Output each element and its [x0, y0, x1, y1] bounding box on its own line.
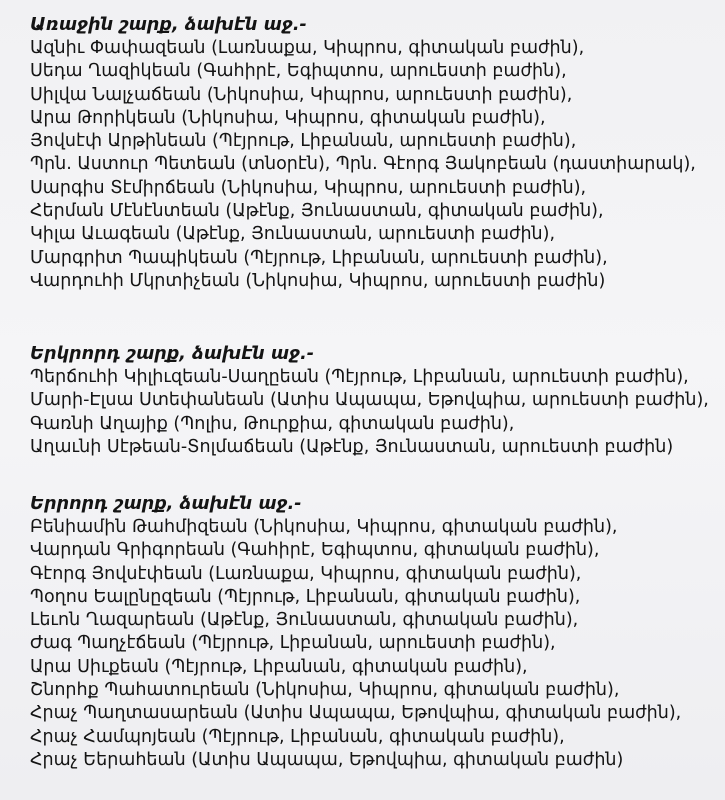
list-item: Լեւոն Ղազարեան (Աթէնք, Յունաստան, գիտական բաժին), [30, 610, 579, 631]
list-item: Արա Թորիկեան (Նիկոսիա, Կիպրոս, գիտական բաժին), [30, 107, 546, 128]
section-heading: Երկրորդ շարք, ձախէն աջ.- [30, 344, 315, 364]
list-item: Ազնիւ Փափազեան (Լառնաքա, Կիպրոս, գիտական բաժին), [30, 38, 585, 58]
section-second-row [30, 343, 715, 459]
list-item: Հրաչ Եերահեան (Ատիս Ապապա, Եթովպիա, գիտական բաժին) [30, 749, 624, 770]
list-item: Վարդան Գրիգորեան (Գահիրէ, Եգիպտոս, գիտական բաժին), [30, 540, 600, 561]
section-first-row [30, 14, 715, 293]
list-item: Շնորհք Պահատուրեան (Նիկոսիա, Կիպրոս, գիտական բաժին), [30, 680, 620, 701]
list-item: Պօղոս Եալընըզեան (Պէյրութ, Լիբանան, գիտական բաժին), [30, 586, 581, 607]
list-item: Գառնի Աղայիք (Պոլիս, Թուրքիա, գիտական բաժին), [30, 413, 515, 434]
list-item: Աղաւնի Սէթեան-Տոլմաճեան (Աթէնք, Յունաստան, արուեստի բաժին) [30, 436, 674, 457]
list-item: Սիլվա Նալչաճեան (Նիկոսիա, Կիպրոս, արուեստի բաժին), [30, 84, 573, 105]
list-item: Գէորգ Յովսէփեան (Լառնաքա, Կիպրոս, գիտական բաժին), [30, 563, 582, 584]
list-item: Կիլա Աւագեան (Աթէնք, Յունաստան, արուեստի բաժին), [30, 224, 556, 245]
list-item: Հրաչ Համպոյեան (Պէյրութ, Լիբանան, գիտական բաժին), [30, 726, 565, 747]
list-item: Սարգիս Տէմիրճեան (Նիկոսիա, Կիպրոս, արուեստի բաժին), [30, 177, 587, 198]
list-item: Սեդա Ղազիկեան (Գահիրէ, Եգիպտոս, արուեստի բաժին), [30, 61, 567, 82]
list-item: Հերման Մէնէնտեան (Աթէնք, Յունաստան, գիտական բաժին), [30, 201, 604, 222]
section-heading: Երրորդ շարք, ձախէն աջ.- [30, 494, 302, 514]
list-item: Մարի-Էլսա Ստեփանեան (Ատիս Ապապա, Եթովպիա, արուեստի բաժին), [30, 390, 709, 411]
list-item: Բենիամին Թահմիզեան (Նիկոսիա, Կիպրոս, գիտական բաժին), [30, 517, 618, 537]
list-item: Պրն. Աստուր Պետեան (տնօրէն), Պրն. Գէորգ Յակոբեան (դաստիարակ), [30, 154, 696, 175]
list-item: Ժագ Պաղչէճեան (Պէյրութ, Լիբանան, արուեստի բաժին), [30, 633, 556, 654]
list-item: Վարդուհի Մկրտիչեան (Նիկոսիա, Կիպրոս, արուեստի բաժին) [30, 270, 606, 291]
list-item: Պերճուհի Կիլիւզեան-Սաղըեան (Պէյրութ, Լիբանան, արուեստի բաժին), [30, 367, 689, 387]
list-item: Արա Սիւքեան (Պէյրութ, Լիբանան, գիտական բաժին), [30, 656, 528, 677]
list-item: Հրաչ Պաղտասարեան (Ատիս Ապապա, Եթովպիա, գիտական բաժին), [30, 703, 682, 724]
section-third-row [30, 493, 715, 772]
section-heading: Առաջին շարք, ձախէն աջ.- [30, 15, 307, 35]
list-item: Յովսէփ Արթինեան (Պէյրութ, Լիբանան, արուեստի բաժին), [30, 131, 577, 152]
list-item: Մարգրիտ Պապիկեան (Պէյրութ, Լիբանան, արուեստի բաժին), [30, 247, 608, 268]
